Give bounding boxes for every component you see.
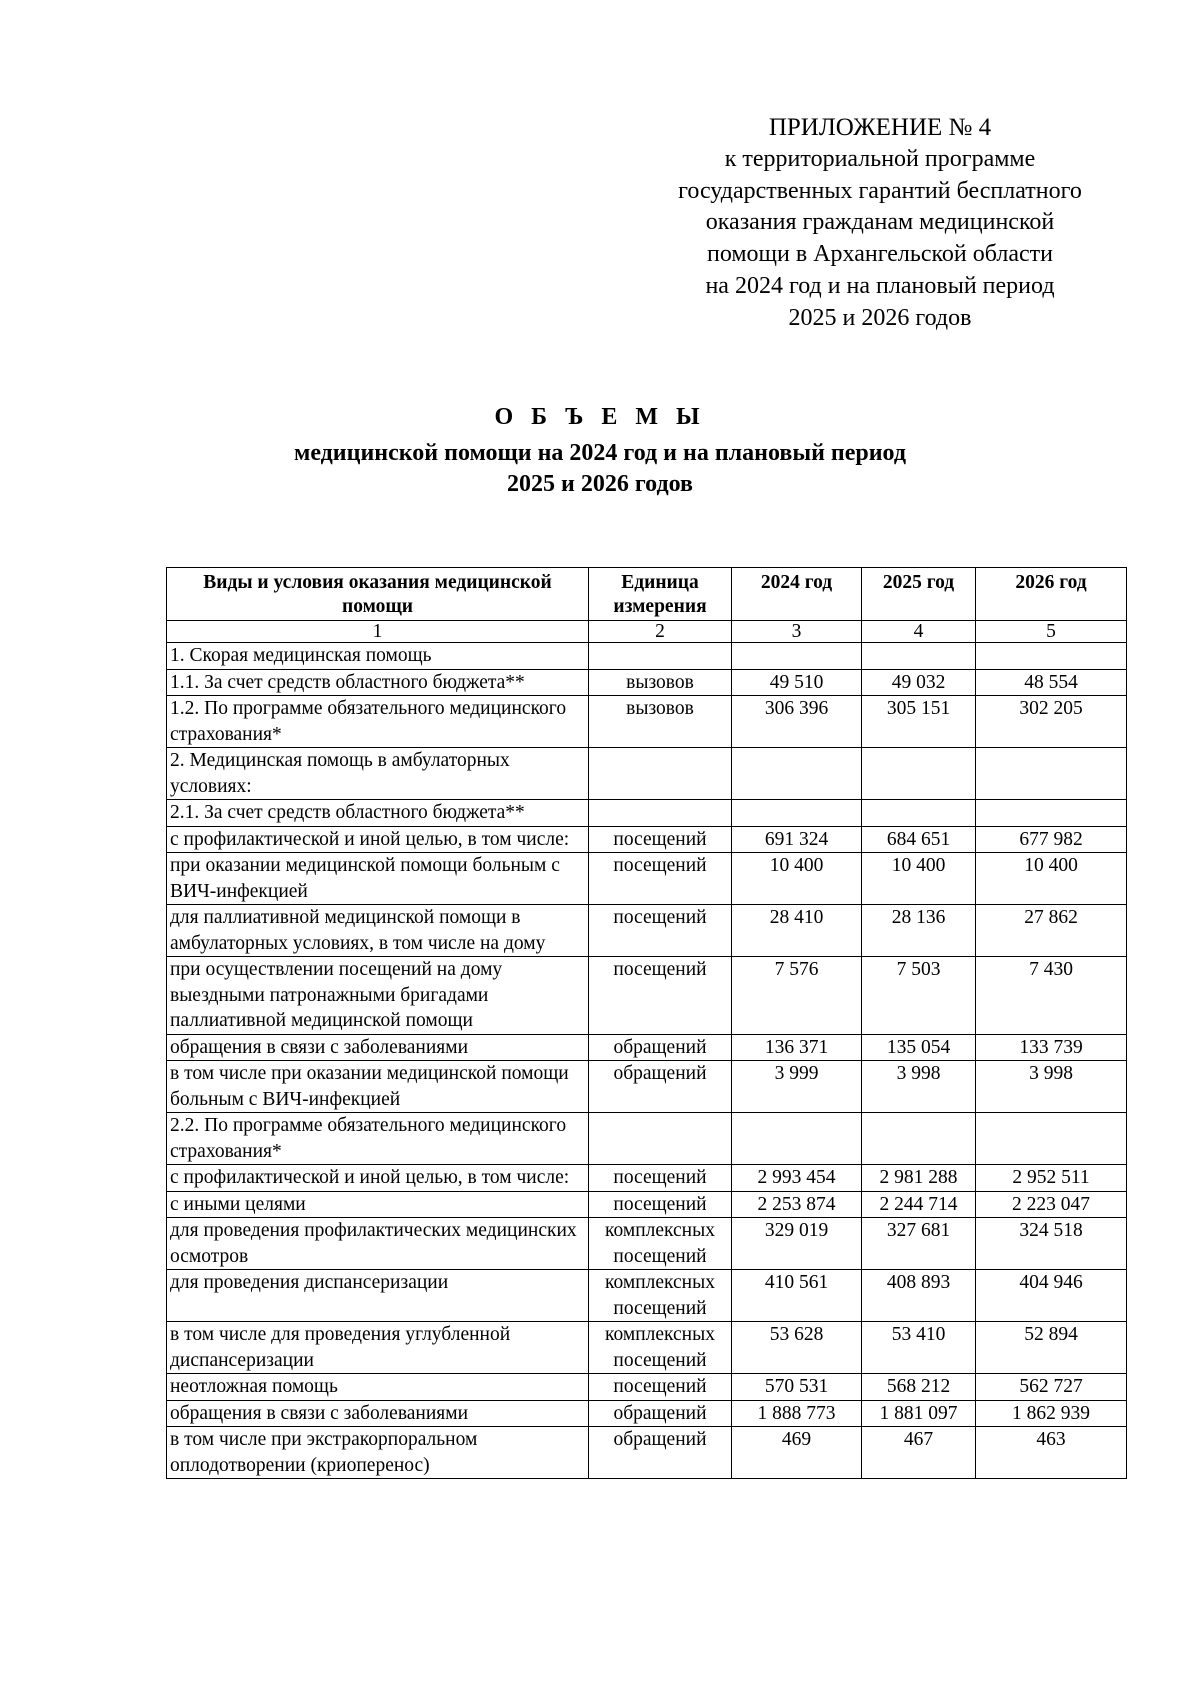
appendix-line: помощи в Архангельской области [706, 241, 1053, 268]
row-value: 2 244 714 [862, 1191, 976, 1218]
row-value: 52 894 [976, 1322, 1127, 1374]
row-value: 469 [732, 1427, 862, 1479]
header-cell: Единица измерения [589, 568, 732, 621]
header-cell: 2024 год [732, 568, 862, 621]
row-value [732, 1113, 862, 1165]
table-body [167, 643, 1127, 1479]
table-row [167, 905, 1127, 957]
row-value: 28 410 [732, 905, 862, 957]
row-label: 1.2. По программе обязательного медицинского страхования* [167, 696, 589, 748]
table-row [167, 669, 1127, 696]
row-value: 1 862 939 [976, 1400, 1127, 1427]
table-header-row [167, 568, 1127, 621]
table-row [167, 1374, 1127, 1401]
table-row [167, 1061, 1127, 1113]
table-row [167, 1270, 1127, 1322]
row-label: 2.1. За счет средств областного бюджета** [167, 800, 589, 827]
row-value: 408 893 [862, 1270, 976, 1322]
row-value [862, 1113, 976, 1165]
row-unit: посещений [589, 905, 732, 957]
row-label: обращения в связи с заболеваниями [167, 1400, 589, 1427]
column-number: 1 [167, 621, 589, 643]
row-label: неотложная помощь [167, 1374, 589, 1401]
row-value: 3 998 [862, 1061, 976, 1113]
row-label: 1.1. За счет средств областного бюджета** [167, 669, 589, 696]
row-value [732, 748, 862, 800]
row-label: с профилактической и иной целью, в том числе: [167, 1165, 589, 1192]
row-unit: обращений [589, 1427, 732, 1479]
table-row [167, 1165, 1127, 1192]
row-value: 7 430 [976, 957, 1127, 1035]
row-value: 133 739 [976, 1034, 1127, 1061]
row-value [732, 643, 862, 670]
row-value [862, 800, 976, 827]
row-unit: комплексных посещений [589, 1322, 732, 1374]
appendix-line: оказания гражданам медицинской [705, 209, 1055, 236]
table-row [167, 957, 1127, 1035]
row-value: 53 628 [732, 1322, 862, 1374]
row-unit [589, 800, 732, 827]
row-value: 49 032 [862, 669, 976, 696]
row-value: 677 982 [976, 826, 1127, 853]
row-label: при осуществлении посещений на дому выездными патронажными бригадами паллиативной медицинской помощи [167, 957, 589, 1035]
row-value: 3 998 [976, 1061, 1127, 1113]
row-value: 562 727 [976, 1374, 1127, 1401]
row-value: 568 212 [862, 1374, 976, 1401]
row-unit: посещений [589, 826, 732, 853]
row-label: для проведения диспансеризации [167, 1270, 589, 1322]
appendix-line: государственных гарантий бесплатного [678, 177, 1082, 204]
table-row [167, 1113, 1127, 1165]
row-value: 10 400 [862, 853, 976, 905]
column-number: 3 [732, 621, 862, 643]
appendix-header [600, 112, 1160, 335]
row-value: 404 946 [976, 1270, 1127, 1322]
row-unit: посещений [589, 1374, 732, 1401]
row-value: 2 993 454 [732, 1165, 862, 1192]
row-value: 2 253 874 [732, 1191, 862, 1218]
appendix-line: к территориальной программе [724, 145, 1036, 172]
row-value: 28 136 [862, 905, 976, 957]
column-number: 2 [589, 621, 732, 643]
row-unit: обращений [589, 1061, 732, 1113]
row-value: 305 151 [862, 696, 976, 748]
appendix-line: на 2024 год и на плановый период [705, 272, 1055, 299]
row-value: 570 531 [732, 1374, 862, 1401]
row-unit: комплексных посещений [589, 1218, 732, 1270]
appendix-line: 2025 и 2026 годов [788, 304, 972, 331]
document-title [293, 402, 906, 500]
row-value: 3 999 [732, 1061, 862, 1113]
table-row [167, 1218, 1127, 1270]
table-row [167, 643, 1127, 670]
row-unit: обращений [589, 1400, 732, 1427]
header-cell: Виды и условия оказания медицинской помощи [167, 568, 589, 621]
row-value: 1 888 773 [732, 1400, 862, 1427]
row-unit: посещений [589, 1165, 732, 1192]
table-row [167, 853, 1127, 905]
column-number-row [167, 621, 1127, 643]
row-value: 467 [862, 1427, 976, 1479]
row-value: 10 400 [732, 853, 862, 905]
row-value: 302 205 [976, 696, 1127, 748]
row-unit: вызовов [589, 696, 732, 748]
row-value: 10 400 [976, 853, 1127, 905]
row-label: для проведения профилактических медицинских осмотров [167, 1218, 589, 1270]
row-label: в том числе для проведения углубленной диспансеризации [167, 1322, 589, 1374]
title-line: 2025 и 2026 годов [507, 471, 693, 497]
title-heading: О Б Ъ Е М Ы [494, 404, 706, 430]
row-value [862, 643, 976, 670]
row-value [732, 800, 862, 827]
row-value: 7 576 [732, 957, 862, 1035]
row-unit: посещений [589, 957, 732, 1035]
row-value: 2 981 288 [862, 1165, 976, 1192]
row-unit: посещений [589, 853, 732, 905]
row-label: в том числе при экстракорпоральном оплодотворении (криоперенос) [167, 1427, 589, 1479]
row-value: 49 510 [732, 669, 862, 696]
row-value [976, 643, 1127, 670]
title-line: медицинской помощи на 2024 год и на плановый период [293, 440, 906, 466]
row-value: 306 396 [732, 696, 862, 748]
column-number: 5 [976, 621, 1127, 643]
row-unit: посещений [589, 1191, 732, 1218]
header-cell: 2026 год [976, 568, 1127, 621]
row-label: для паллиативной медицинской помощи в амбулаторных условиях, в том числе на дому [167, 905, 589, 957]
row-value: 27 862 [976, 905, 1127, 957]
row-label: 2.2. По программе обязательного медицинского страхования* [167, 1113, 589, 1165]
row-value: 136 371 [732, 1034, 862, 1061]
row-value: 327 681 [862, 1218, 976, 1270]
row-value [862, 748, 976, 800]
row-label: в том числе при оказании медицинской помощи больным с ВИЧ-инфекцией [167, 1061, 589, 1113]
row-unit: обращений [589, 1034, 732, 1061]
column-number: 4 [862, 621, 976, 643]
table-row [167, 826, 1127, 853]
row-label: с иными целями [167, 1191, 589, 1218]
row-value: 463 [976, 1427, 1127, 1479]
row-value: 324 518 [976, 1218, 1127, 1270]
row-value: 1 881 097 [862, 1400, 976, 1427]
appendix-line: ПРИЛОЖЕНИЕ № 4 [768, 114, 992, 141]
row-unit: комплексных посещений [589, 1270, 732, 1322]
row-value: 2 223 047 [976, 1191, 1127, 1218]
row-value: 2 952 511 [976, 1165, 1127, 1192]
row-label: 1. Скорая медицинская помощь [167, 643, 589, 670]
row-value: 7 503 [862, 957, 976, 1035]
row-label: 2. Медицинская помощь в амбулаторных условиях: [167, 748, 589, 800]
header-cell: 2025 год [862, 568, 976, 621]
row-value: 691 324 [732, 826, 862, 853]
row-unit [589, 643, 732, 670]
row-value [976, 1113, 1127, 1165]
row-value: 410 561 [732, 1270, 862, 1322]
table-row [167, 1034, 1127, 1061]
table-row [167, 748, 1127, 800]
table-row [167, 1322, 1127, 1374]
table-row [167, 1427, 1127, 1479]
volumes-table [166, 567, 1127, 1479]
row-label: с профилактической и иной целью, в том числе: [167, 826, 589, 853]
table-row [167, 800, 1127, 827]
row-value [976, 748, 1127, 800]
row-unit: вызовов [589, 669, 732, 696]
row-value: 329 019 [732, 1218, 862, 1270]
row-value [976, 800, 1127, 827]
table-row [167, 1191, 1127, 1218]
row-unit [589, 748, 732, 800]
row-value: 53 410 [862, 1322, 976, 1374]
table-row [167, 1400, 1127, 1427]
row-label: при оказании медицинской помощи больным с ВИЧ-инфекцией [167, 853, 589, 905]
table-row [167, 696, 1127, 748]
row-label: обращения в связи с заболеваниями [167, 1034, 589, 1061]
row-value: 48 554 [976, 669, 1127, 696]
row-unit [589, 1113, 732, 1165]
row-value: 135 054 [862, 1034, 976, 1061]
row-value: 684 651 [862, 826, 976, 853]
